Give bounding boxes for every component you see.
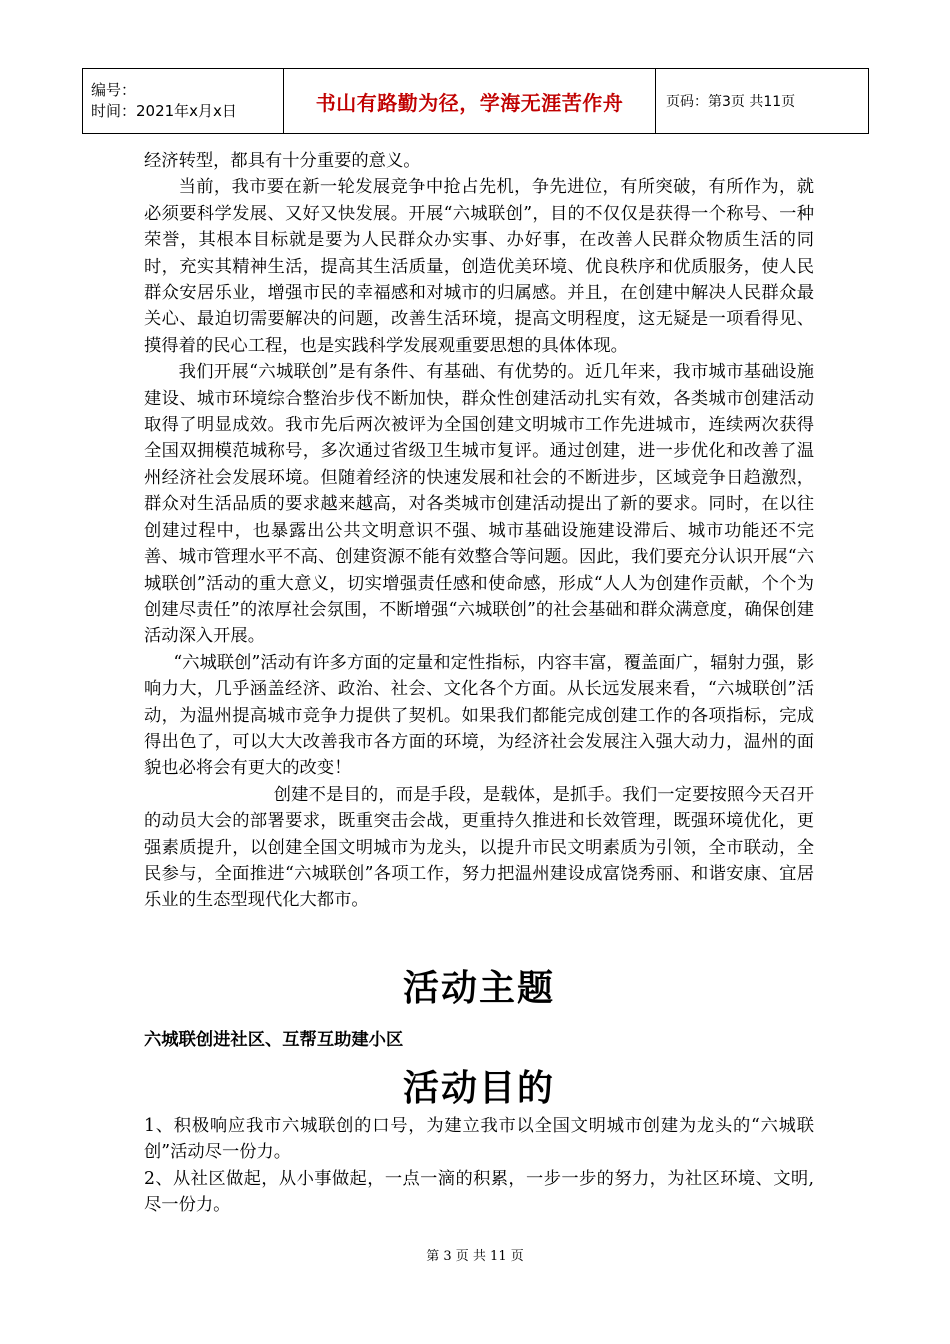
paragraph-2: 当前，我市要在新一轮发展竞争中抢占先机，争先进位，有所突破，有所作为，就必须要科学发展、又好又快发展。开展“六城联创”，目的不仅仅是获得一个称号、一种荣誉，其根本目标就是要为人民群众办实事、办好事，在改善人民群众物质生活的同时，充实其精神生活，提高其生活质量，创造优美环境、优良秩序和优质服务，使人民群众安居乐业，增强市民的幸福感和对城市的归属感。并且，在创建中解决人民群众最关心、最迫切需要解决的问题，改善生活环境，提高文明程度，这无疑是一项看得见、摸得着的民心工程，也是实践科学发展观重要思想的具体体现。 bbox=[144, 177, 814, 356]
purpose-heading: 活动目的 bbox=[402, 1066, 555, 1109]
purpose-item-1: 1、积极响应我市六城联创的口号，为建立我市以全国文明城市创建为龙头的“六城联创”活动尽一份力。 bbox=[144, 1115, 814, 1163]
header-meta bbox=[83, 69, 284, 133]
paragraph-4: “六城联创”活动有许多方面的定量和定性指标，内容丰富，覆盖面广，辐射力强，影响力大，几乎涵盖经济、政治、社会、文化各个方面。从长远发展来看，“六城联创”活动，为温州提高城市竞争力提供了契机。如果我们都能完成创建工作的各项指标，完成得出色了，可以大大改善我市各方面的环境，为经济社会发展注入强大动力，温州的面貌也必将会有更大的改变！ bbox=[144, 652, 814, 779]
document-number-label: 编号： bbox=[91, 81, 137, 99]
theme-heading: 活动主题 bbox=[402, 966, 555, 1009]
purpose-item-2: 2、从社区做起，从小事做起，一点一滴的积累，一步一步的努力，为社区环境、文明,尽一份力。 bbox=[144, 1168, 814, 1215]
document-date: 时间：2021年x月x日 bbox=[91, 102, 237, 120]
paragraph-5: 创建不是目的，而是手段，是载体，是抓手。我们一定要按照今天召开的动员大会的部署要求，既重突击会战，更重持久推进和长效管理，既强环境优化，更强素质提升，以创建全国文明城市为龙头，以提升市民文明素质为引领，全市联动，全民参与，全面推进“六城联创”各项工作，努力把温州建设成富饶秀丽、和谐安康、宜居乐业的生态型现代化大都市。 bbox=[144, 784, 814, 911]
header-page-number: 页码：第3页 共11页 bbox=[666, 94, 796, 110]
page-footer: 第 3 页 共 11 页 bbox=[426, 1249, 524, 1264]
document-body bbox=[144, 148, 814, 1218]
paragraph-3: 我们开展“六城联创”是有条件、有基础、有优势的。近几年来，我市城市基础设施建设、城市环境综合整治步伐不断加快，群众性创建活动扎实有效，各类城市创建活动取得了明显成效。我市先后两次被评为全国创建文明城市工作先进城市，连续两次获得全国双拥模范城称号，多次通过省级卫生城市复评。通过创建，进一步优化和改善了温州经济社会发展环境。但随着经济的快速发展和社会的不断进步，区域竞争日趋激烈，群众对生活品质的要求越来越高，对各类城市创建活动提出了新的要求。同时，在以往创建过程中，也暴露出公共文明意识不强、城市基础设施建设滞后、城市功能还不完善、城市管理水平不高、创建资源不能有效整合等问题。因此，我们要充分认识开展“六城联创”活动的重大意义，切实增强责任感和使命感，形成“人人为创建作贡献，个个为创建尽责任”的浓厚社会氛围，不断增强“六城联创”的社会基础和群众满意度，确保创建活动深入开展。 bbox=[144, 362, 814, 647]
theme-text: 六城联创进社区、互帮互助建小区 bbox=[144, 1029, 404, 1050]
paragraph-1: 经济转型，都具有十分重要的意义。 bbox=[144, 151, 421, 171]
page-header bbox=[82, 68, 869, 134]
header-motto: 书山有路勤为径，学海无涯苦作舟 bbox=[284, 69, 656, 133]
